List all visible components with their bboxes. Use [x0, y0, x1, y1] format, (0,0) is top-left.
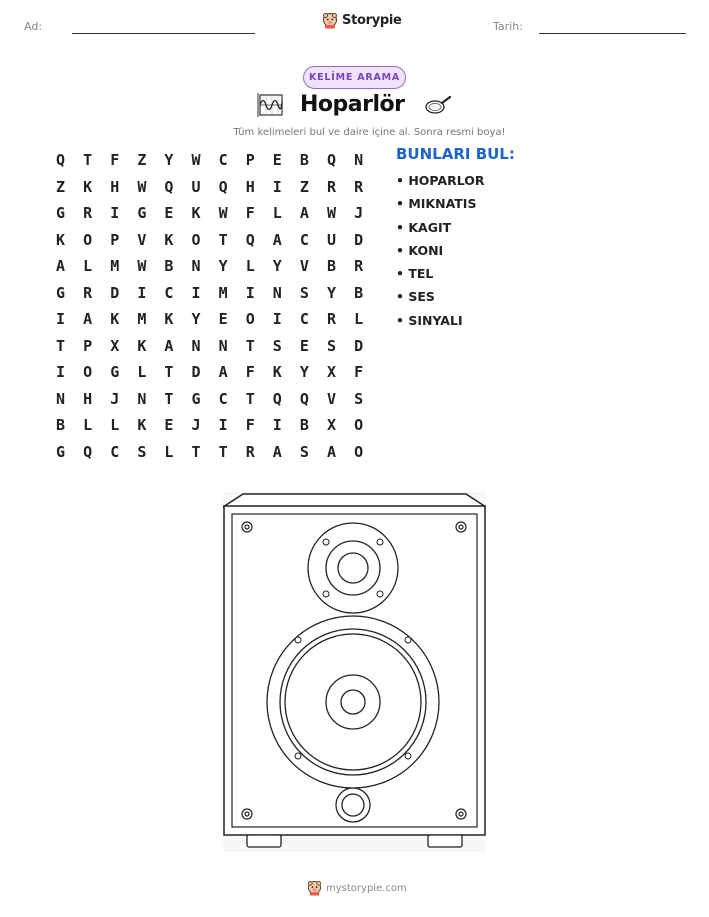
- grid-letter[interactable]: H: [83, 389, 93, 408]
- page-title: Hoparlör: [300, 92, 405, 117]
- word-list-item: • TEL: [396, 266, 434, 282]
- grid-letter[interactable]: M: [110, 257, 120, 276]
- grid-row: [47, 359, 372, 386]
- grid-letter[interactable]: P: [83, 336, 93, 355]
- grid-letter[interactable]: A: [164, 336, 174, 355]
- word-list-item: • SES: [396, 289, 435, 305]
- grid-row: [47, 147, 372, 174]
- grid-row: [47, 306, 372, 333]
- grid-letter[interactable]: N: [191, 257, 201, 276]
- grid-letter[interactable]: E: [218, 310, 228, 329]
- storypie-mascot-icon: [322, 12, 338, 29]
- date-line: [539, 33, 686, 34]
- grid-letter[interactable]: N: [56, 389, 66, 408]
- grid-row: [47, 333, 372, 360]
- name-label: Ad:: [24, 20, 43, 33]
- grid-letter[interactable]: T: [245, 336, 255, 355]
- grid-letter[interactable]: B: [299, 151, 309, 170]
- grid-letter[interactable]: R: [354, 257, 364, 276]
- grid-letter[interactable]: F: [245, 363, 255, 382]
- grid-letter[interactable]: B: [56, 416, 66, 435]
- grid-row: [47, 412, 372, 439]
- grid-letter[interactable]: Z: [299, 177, 309, 196]
- grid-letter[interactable]: F: [245, 416, 255, 435]
- grid-row: [47, 227, 372, 254]
- grid-letter[interactable]: C: [218, 389, 228, 408]
- grid-letter[interactable]: T: [245, 389, 255, 408]
- grid-letter[interactable]: K: [272, 363, 282, 382]
- grid-letter[interactable]: L: [83, 257, 93, 276]
- grid-letter[interactable]: S: [272, 336, 282, 355]
- grid-letter[interactable]: V: [137, 230, 147, 249]
- instructions-text: Tüm kelimeleri bul ve daire içine al. Sonra resmi boya!: [233, 127, 506, 138]
- grid-letter[interactable]: N: [191, 336, 201, 355]
- grid-letter[interactable]: L: [164, 442, 174, 461]
- grid-letter[interactable]: P: [110, 230, 120, 249]
- grid-letter[interactable]: C: [110, 442, 120, 461]
- word-list-item: • MIKNATIS: [396, 196, 477, 212]
- grid-letter[interactable]: R: [326, 310, 336, 329]
- grid-letter[interactable]: I: [56, 363, 66, 382]
- grid-letter[interactable]: A: [218, 363, 228, 382]
- grid-letter[interactable]: G: [110, 363, 120, 382]
- grid-letter[interactable]: N: [218, 336, 228, 355]
- grid-letter[interactable]: E: [164, 204, 174, 223]
- grid-letter[interactable]: S: [326, 336, 336, 355]
- grid-letter[interactable]: R: [83, 204, 93, 223]
- name-line: [72, 33, 255, 34]
- grid-letter[interactable]: N: [272, 283, 282, 302]
- frying-pan-icon: [424, 94, 452, 116]
- grid-letter[interactable]: A: [272, 230, 282, 249]
- grid-letter[interactable]: Q: [56, 151, 66, 170]
- grid-letter[interactable]: E: [272, 151, 282, 170]
- grid-letter[interactable]: K: [137, 336, 147, 355]
- grid-letter[interactable]: Y: [299, 363, 309, 382]
- word-search-grid: [47, 147, 372, 465]
- grid-letter[interactable]: Y: [272, 257, 282, 276]
- grid-letter[interactable]: X: [326, 416, 336, 435]
- grid-letter[interactable]: G: [56, 204, 66, 223]
- grid-letter[interactable]: O: [83, 363, 93, 382]
- grid-letter[interactable]: K: [137, 416, 147, 435]
- grid-letter[interactable]: K: [164, 310, 174, 329]
- grid-letter[interactable]: I: [272, 416, 282, 435]
- grid-letter[interactable]: X: [110, 336, 120, 355]
- grid-letter[interactable]: T: [56, 336, 66, 355]
- grid-letter[interactable]: S: [299, 283, 309, 302]
- grid-letter[interactable]: Q: [326, 151, 336, 170]
- grid-letter[interactable]: Z: [56, 177, 66, 196]
- grid-letter[interactable]: B: [299, 416, 309, 435]
- grid-row: [47, 386, 372, 413]
- grid-letter[interactable]: D: [354, 336, 364, 355]
- grid-letter[interactable]: S: [354, 389, 364, 408]
- grid-letter[interactable]: D: [191, 363, 201, 382]
- grid-letter[interactable]: I: [218, 416, 228, 435]
- grid-letter[interactable]: K: [191, 204, 201, 223]
- grid-letter[interactable]: H: [110, 177, 120, 196]
- grid-letter[interactable]: I: [137, 283, 147, 302]
- grid-letter[interactable]: M: [218, 283, 228, 302]
- grid-letter[interactable]: T: [164, 389, 174, 408]
- grid-letter[interactable]: Q: [245, 230, 255, 249]
- grid-letter[interactable]: W: [218, 204, 228, 223]
- grid-letter[interactable]: T: [218, 442, 228, 461]
- grid-letter[interactable]: F: [354, 363, 364, 382]
- grid-letter[interactable]: E: [164, 416, 174, 435]
- grid-letter[interactable]: W: [326, 204, 336, 223]
- grid-row: [47, 174, 372, 201]
- grid-letter[interactable]: S: [137, 442, 147, 461]
- grid-letter[interactable]: J: [110, 389, 120, 408]
- grid-letter[interactable]: H: [245, 177, 255, 196]
- grid-letter[interactable]: I: [110, 204, 120, 223]
- grid-row: [47, 200, 372, 227]
- grid-letter[interactable]: Q: [299, 389, 309, 408]
- grid-letter[interactable]: F: [245, 204, 255, 223]
- grid-letter[interactable]: F: [110, 151, 120, 170]
- activity-badge: KELİME ARAMA: [303, 66, 406, 89]
- grid-letter[interactable]: T: [164, 363, 174, 382]
- grid-letter[interactable]: L: [110, 416, 120, 435]
- grid-letter[interactable]: L: [354, 310, 364, 329]
- grid-letter[interactable]: K: [110, 310, 120, 329]
- grid-letter[interactable]: L: [137, 363, 147, 382]
- grid-letter[interactable]: A: [83, 310, 93, 329]
- grid-letter[interactable]: D: [354, 230, 364, 249]
- grid-letter[interactable]: K: [164, 230, 174, 249]
- grid-letter[interactable]: A: [299, 204, 309, 223]
- grid-letter[interactable]: O: [354, 416, 364, 435]
- grid-letter[interactable]: A: [272, 442, 282, 461]
- grid-row: [47, 253, 372, 280]
- grid-letter[interactable]: U: [326, 230, 336, 249]
- footer: [307, 880, 407, 896]
- brand-logo: [322, 12, 402, 29]
- grid-letter[interactable]: I: [272, 310, 282, 329]
- grid-letter[interactable]: O: [354, 442, 364, 461]
- word-list-item: • KAGIT: [396, 219, 452, 235]
- grid-letter[interactable]: Y: [218, 257, 228, 276]
- grid-letter[interactable]: Q: [83, 442, 93, 461]
- grid-letter[interactable]: I: [245, 283, 255, 302]
- grid-letter[interactable]: I: [272, 177, 282, 196]
- grid-letter[interactable]: C: [218, 151, 228, 170]
- grid-row: [47, 439, 372, 466]
- grid-letter[interactable]: V: [326, 389, 336, 408]
- grid-letter[interactable]: Z: [137, 151, 147, 170]
- grid-letter[interactable]: I: [191, 283, 201, 302]
- sound-wave-chart-icon: [257, 92, 285, 118]
- grid-letter[interactable]: C: [299, 230, 309, 249]
- grid-letter[interactable]: L: [83, 416, 93, 435]
- grid-letter[interactable]: T: [218, 230, 228, 249]
- grid-letter[interactable]: L: [245, 257, 255, 276]
- grid-letter[interactable]: W: [191, 151, 201, 170]
- storypie-mascot-icon: [307, 880, 322, 896]
- speaker-illustration: [223, 492, 486, 852]
- grid-letter[interactable]: K: [56, 230, 66, 249]
- grid-letter[interactable]: O: [191, 230, 201, 249]
- grid-letter[interactable]: T: [191, 442, 201, 461]
- grid-letter[interactable]: D: [110, 283, 120, 302]
- grid-letter[interactable]: B: [326, 257, 336, 276]
- grid-letter[interactable]: W: [137, 257, 147, 276]
- grid-letter[interactable]: Q: [164, 177, 174, 196]
- grid-letter[interactable]: X: [326, 363, 336, 382]
- word-list-item: • KONI: [396, 242, 444, 258]
- word-list-item: • SINYALI: [396, 312, 463, 328]
- grid-letter[interactable]: O: [245, 310, 255, 329]
- word-list-item: • HOPARLOR: [396, 173, 485, 188]
- grid-letter[interactable]: Q: [272, 389, 282, 408]
- grid-letter[interactable]: B: [354, 283, 364, 302]
- date-label: Tarih:: [493, 20, 523, 33]
- grid-letter[interactable]: Y: [191, 310, 201, 329]
- grid-letter[interactable]: R: [245, 442, 255, 461]
- grid-letter[interactable]: R: [354, 177, 364, 196]
- grid-row: [47, 280, 372, 307]
- grid-letter[interactable]: J: [191, 416, 201, 435]
- grid-letter[interactable]: N: [354, 151, 364, 170]
- grid-letter[interactable]: C: [164, 283, 174, 302]
- grid-letter[interactable]: J: [354, 204, 364, 223]
- grid-letter[interactable]: C: [299, 310, 309, 329]
- grid-letter[interactable]: U: [191, 177, 201, 196]
- word-list: [396, 170, 485, 333]
- grid-letter[interactable]: M: [137, 310, 147, 329]
- grid-letter[interactable]: Q: [218, 177, 228, 196]
- grid-letter[interactable]: G: [56, 442, 66, 461]
- footer-site: mystorypie.com: [326, 882, 407, 894]
- grid-letter[interactable]: P: [245, 151, 255, 170]
- grid-letter[interactable]: G: [191, 389, 201, 408]
- grid-letter[interactable]: G: [137, 204, 147, 223]
- grid-letter[interactable]: A: [326, 442, 336, 461]
- grid-letter[interactable]: E: [299, 336, 309, 355]
- grid-letter[interactable]: A: [56, 257, 66, 276]
- grid-letter[interactable]: T: [83, 151, 93, 170]
- grid-letter[interactable]: L: [272, 204, 282, 223]
- grid-letter[interactable]: N: [137, 389, 147, 408]
- grid-letter[interactable]: W: [137, 177, 147, 196]
- grid-letter[interactable]: R: [326, 177, 336, 196]
- grid-letter[interactable]: V: [299, 257, 309, 276]
- grid-letter[interactable]: R: [83, 283, 93, 302]
- brand-name: Storypie: [342, 13, 402, 28]
- grid-letter[interactable]: B: [164, 257, 174, 276]
- grid-letter[interactable]: O: [83, 230, 93, 249]
- word-list-title: BUNLARI BUL:: [396, 145, 515, 163]
- grid-letter[interactable]: G: [56, 283, 66, 302]
- grid-letter[interactable]: S: [299, 442, 309, 461]
- grid-letter[interactable]: Y: [326, 283, 336, 302]
- grid-letter[interactable]: Y: [164, 151, 174, 170]
- grid-letter[interactable]: I: [56, 310, 66, 329]
- grid-letter[interactable]: K: [83, 177, 93, 196]
